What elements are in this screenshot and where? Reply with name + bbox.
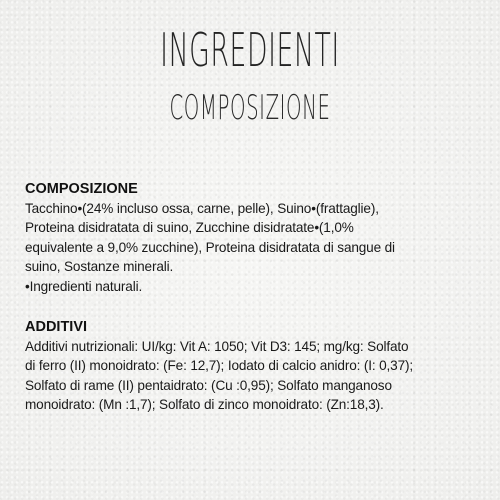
composizione-text: Tacchino•(24% incluso ossa, carne, pelle), Suino•(frattaglie), Proteina disidratata di suino, Zucchine disidratate•(1,0% equivalente a 9,0% zucchine), Proteina disidratata di sangue di suino, Sostanze minerali. [25,201,395,275]
composizione-heading: COMPOSIZIONE [25,181,138,197]
additivi-section [25,318,485,415]
page-subtitle: COMPOSIZIONE [169,88,331,128]
additivi-text: Additivi nutrizionali: UI/kg: Vit A: 1050; Vit D3: 145; mg/kg: Solfato di ferro (II) monoidrato: (Fe: 12,7); Iodato di calcio anidro: (I: 0,37); Solfato di rame (II) pentaidrato: (Cu :0,95); Solfato manganoso monoidrato: (Mn :1,7); Solfato di zinco monoidrato: (Zn:18,3). [25,339,413,413]
page-title: INGREDIENTI [160,23,340,77]
composizione-section [25,180,485,296]
additivi-heading: ADDITIVI [25,319,88,335]
natural-ingredients-note: •Ingredienti naturali. [25,278,143,294]
